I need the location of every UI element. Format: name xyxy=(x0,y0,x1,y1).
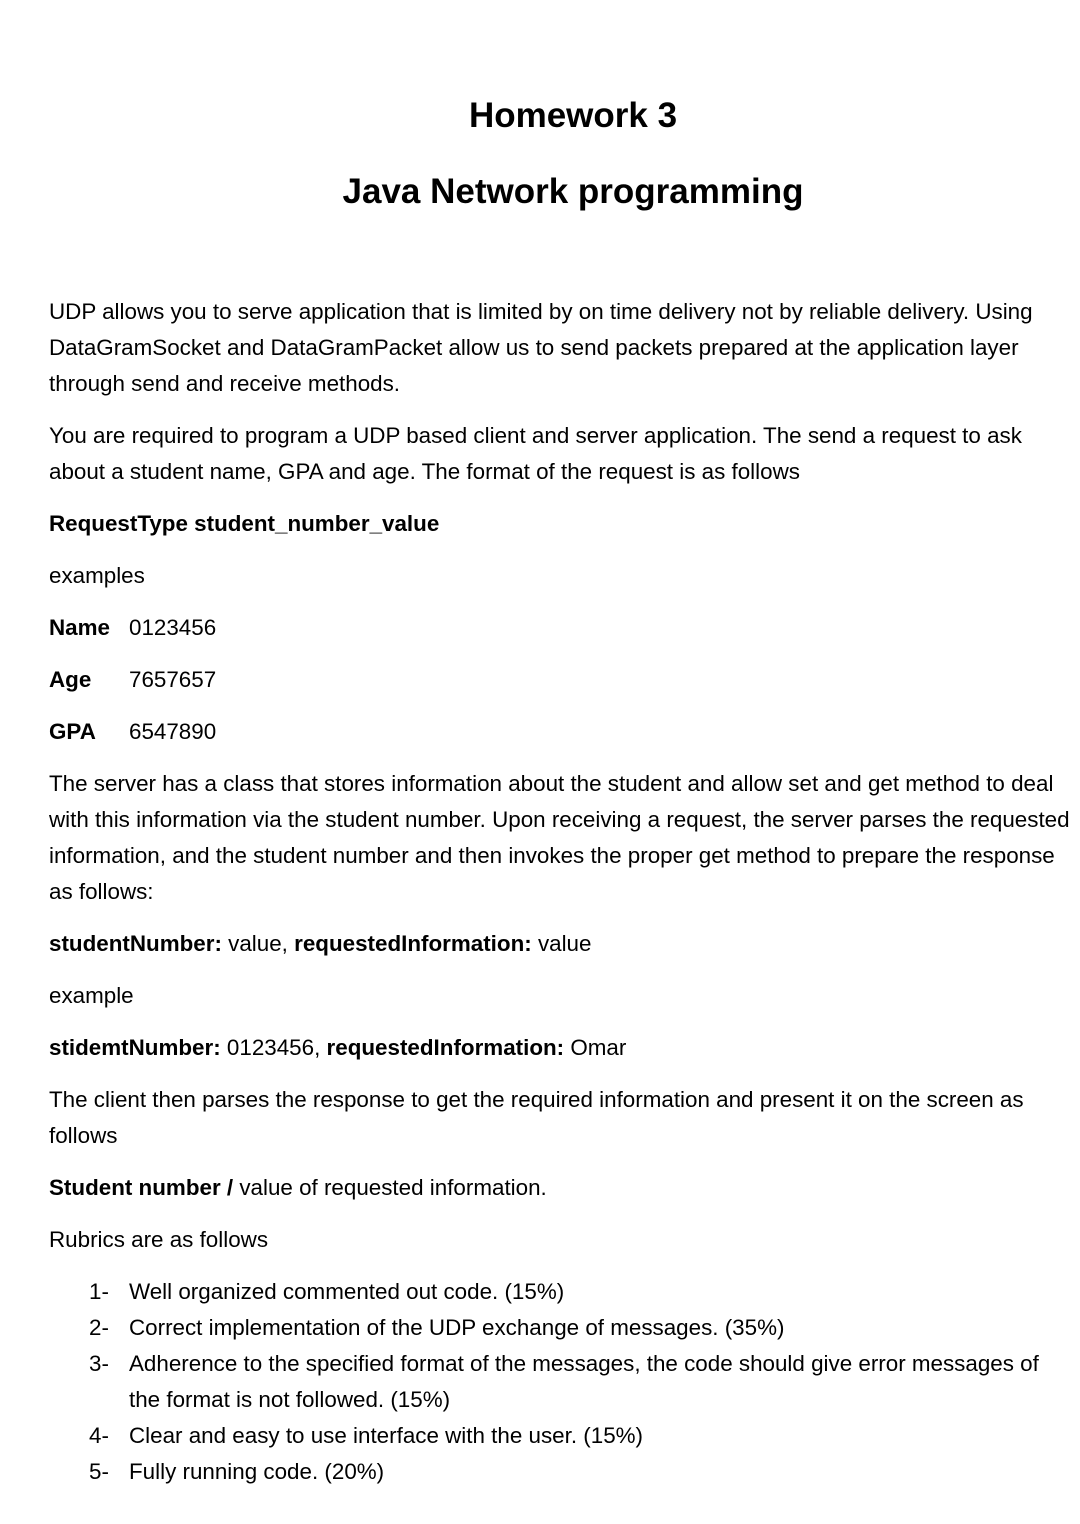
response-format xyxy=(49,926,1074,962)
rubric-number: 5- xyxy=(89,1459,109,1484)
response-example-text-1: 0123456, xyxy=(220,1035,327,1060)
display-format-label: Student number / xyxy=(49,1175,234,1200)
rubric-number: 3- xyxy=(89,1351,109,1376)
response-format-label-2: requestedInformation: xyxy=(294,931,532,956)
example-type: GPA xyxy=(49,719,96,744)
example-value: 0123456 xyxy=(129,615,217,640)
rubrics-list xyxy=(49,1274,1074,1490)
rubrics-intro: Rubrics are as follows xyxy=(49,1227,269,1252)
display-format-text: value of requested information. xyxy=(233,1175,547,1200)
example-type: Name xyxy=(49,615,110,640)
rubric-number: 2- xyxy=(89,1315,109,1340)
example-row xyxy=(49,610,1074,646)
rubric-item xyxy=(49,1418,1074,1454)
examples-label: examples xyxy=(49,563,145,588)
rubric-item xyxy=(49,1454,1074,1490)
rubric-number: 1- xyxy=(89,1279,109,1304)
document-body xyxy=(49,294,1074,1490)
server-paragraph: The server has a class that stores information about the student and allow set and get method to deal with this information via the student number. Upon receiving a request, the server parses the requested information, and the student number and then invokes the proper get method to prepare the response as follows: xyxy=(49,771,1070,904)
intro-paragraph: UDP allows you to serve application that is limited by on time delivery not by reliable delivery. Using DataGramSocket and DataGramPacket allow us to send packets prepared at the application layer through send and receive methods. xyxy=(49,299,1033,396)
display-format xyxy=(49,1170,1074,1206)
rubric-text: Well organized commented out code. (15%) xyxy=(129,1279,565,1304)
client-paragraph: The client then parses the response to get the required information and present it on the screen as follows xyxy=(49,1087,1024,1148)
rubric-text: Correct implementation of the UDP exchange of messages. (35%) xyxy=(129,1315,785,1340)
document-title: Homework 3 xyxy=(468,96,678,135)
response-example-label-2: requestedInformation: xyxy=(326,1035,565,1060)
example-value: 7657657 xyxy=(129,667,217,692)
response-example xyxy=(49,1030,1074,1066)
example-type: Age xyxy=(49,667,92,692)
rubric-number: 4- xyxy=(89,1423,109,1448)
response-example-label-1: stidemtNumber: xyxy=(49,1035,221,1060)
response-format-text-2: value xyxy=(531,931,592,956)
request-format: RequestType student_number_value xyxy=(49,511,440,536)
rubric-item xyxy=(49,1310,1074,1346)
example-row xyxy=(49,714,1074,750)
example-row xyxy=(49,662,1074,698)
example-label: example xyxy=(49,983,134,1008)
response-format-text-1: value, xyxy=(221,931,295,956)
rubric-text: Adherence to the specified format of the messages, the code should give error messages of the format is not followed. (15%) xyxy=(129,1351,1039,1412)
requirement-paragraph: You are required to program a UDP based client and server application. The send a request to ask about a student name, GPA and age. The format of the request is as follows xyxy=(49,423,1022,484)
response-format-label-1: studentNumber: xyxy=(49,931,222,956)
response-example-text-2: Omar xyxy=(564,1035,627,1060)
example-value: 6547890 xyxy=(129,719,217,744)
rubric-item xyxy=(49,1274,1074,1310)
rubric-text: Fully running code. (20%) xyxy=(129,1459,385,1484)
rubric-item xyxy=(49,1346,1074,1418)
document-subtitle: Java Network programming xyxy=(342,172,804,211)
rubric-text: Clear and easy to use interface with the user. (15%) xyxy=(129,1423,644,1448)
